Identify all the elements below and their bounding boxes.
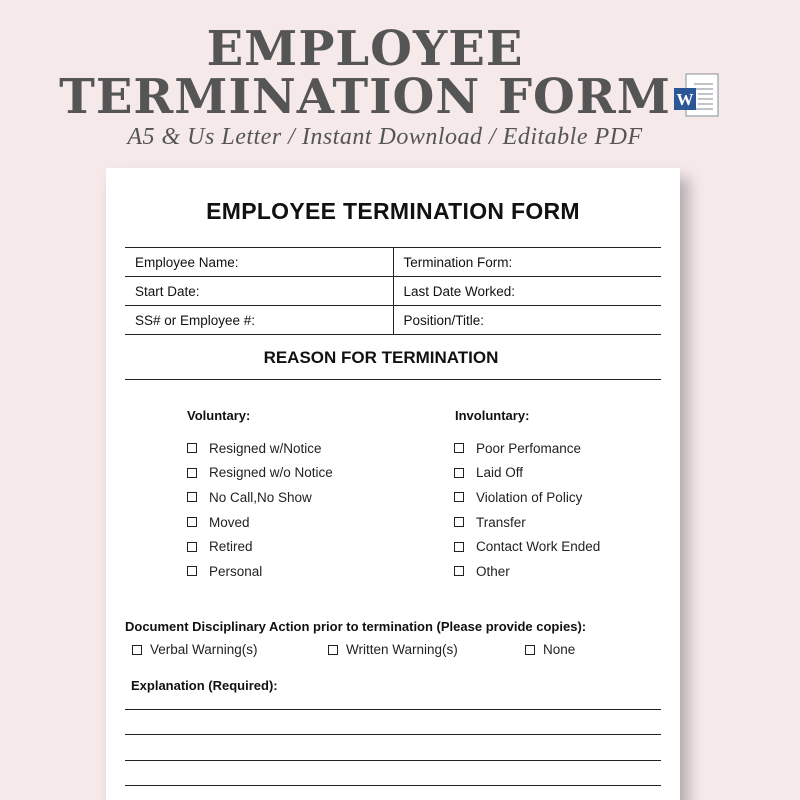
disciplinary-heading: Document Disciplinary Action prior to termination (Please provide copies):: [125, 619, 587, 634]
voluntary-heading: Voluntary:: [187, 408, 251, 423]
banner-title-line2: TERMINATION FORM: [59, 69, 671, 125]
checkbox[interactable]: [454, 492, 464, 502]
checkbox[interactable]: [454, 443, 464, 453]
option-label: Transfer: [476, 514, 526, 530]
checkbox[interactable]: [454, 566, 464, 576]
employee-info-table: [125, 247, 661, 335]
checkbox[interactable]: [454, 542, 464, 552]
form-sheet: [106, 168, 680, 800]
employee-number-field[interactable]: SS# or Employee #:: [125, 306, 393, 335]
list-item[interactable]: [454, 559, 600, 584]
checkbox[interactable]: [187, 542, 197, 552]
list-item[interactable]: [187, 461, 333, 486]
option-label: Other: [476, 563, 510, 579]
word-document-icon: [672, 72, 722, 120]
termination-form-field[interactable]: Termination Form:: [393, 248, 661, 277]
form-title: EMPLOYEE TERMINATION FORM: [206, 198, 580, 224]
list-item[interactable]: [454, 510, 600, 535]
explanation-line[interactable]: [125, 785, 661, 786]
list-item[interactable]: [187, 436, 333, 461]
option-label: Written Warning(s): [346, 642, 458, 657]
option-label: Violation of Policy: [476, 489, 583, 505]
option-label: Laid Off: [476, 465, 524, 481]
voluntary-options: [187, 436, 333, 584]
checkbox[interactable]: [454, 468, 464, 478]
option-label: Contact Work Ended: [476, 539, 601, 555]
position-title-field[interactable]: Position/Title:: [393, 306, 661, 335]
reason-section-title: REASON FOR TERMINATION: [263, 348, 499, 367]
list-item[interactable]: [187, 510, 333, 535]
option-label: Verbal Warning(s): [150, 642, 258, 657]
employee-name-field[interactable]: Employee Name:: [125, 248, 393, 277]
table-row: [125, 306, 661, 335]
checkbox[interactable]: [187, 468, 197, 478]
last-date-worked-field[interactable]: Last Date Worked:: [393, 277, 661, 306]
list-item[interactable]: [454, 461, 600, 486]
verbal-warning-option[interactable]: [132, 642, 258, 657]
option-label: Resigned w/o Notice: [209, 465, 333, 481]
checkbox[interactable]: [187, 517, 197, 527]
option-label: Poor Perfomance: [476, 440, 582, 456]
involuntary-options: [454, 436, 600, 584]
checkbox[interactable]: [328, 645, 338, 655]
written-warning-option[interactable]: [328, 642, 458, 657]
explanation-heading: Explanation (Required):: [131, 678, 278, 693]
list-item[interactable]: [454, 485, 600, 510]
list-item[interactable]: [187, 485, 333, 510]
option-label: Moved: [209, 514, 250, 530]
banner-subtitle: A5 & Us Letter / Instant Download / Editable PDF: [127, 124, 643, 150]
option-label: Retired: [209, 539, 253, 555]
option-label: None: [543, 642, 576, 657]
explanation-line[interactable]: [125, 734, 661, 735]
list-item[interactable]: [187, 534, 333, 559]
checkbox[interactable]: [454, 517, 464, 527]
list-item[interactable]: [454, 534, 600, 559]
none-option[interactable]: [525, 642, 575, 657]
involuntary-heading: Involuntary:: [455, 408, 530, 423]
checkbox[interactable]: [132, 645, 142, 655]
banner-title-line1: EMPLOYEE: [206, 21, 524, 77]
explanation-line[interactable]: [125, 760, 661, 761]
option-label: No Call,No Show: [209, 489, 312, 505]
option-label: Personal: [209, 563, 263, 579]
explanation-line[interactable]: [125, 709, 661, 710]
table-row: [125, 277, 661, 306]
section-divider: [125, 379, 661, 380]
checkbox[interactable]: [187, 492, 197, 502]
checkbox[interactable]: [525, 645, 535, 655]
checkbox[interactable]: [187, 566, 197, 576]
start-date-field[interactable]: Start Date:: [125, 277, 393, 306]
option-label: Resigned w/Notice: [209, 440, 322, 456]
list-item[interactable]: [454, 436, 600, 461]
table-row: [125, 248, 661, 277]
list-item[interactable]: [187, 559, 333, 584]
word-icon-letter: W: [676, 90, 694, 109]
checkbox[interactable]: [187, 443, 197, 453]
